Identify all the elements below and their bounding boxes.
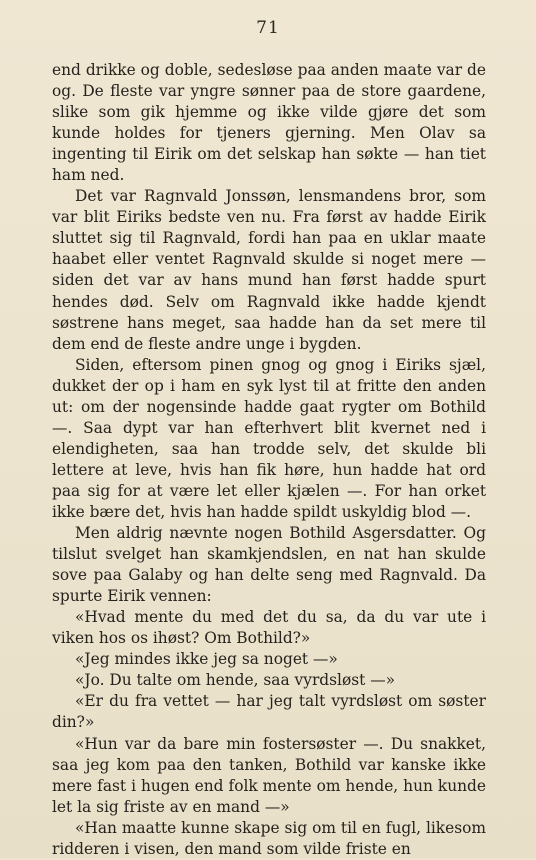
paragraph-10: «Han maatte kunne skape sig om til en fugl, likesom ridderen i visen, den mand som vilde friste en [52,818,486,858]
body-text [52,60,486,860]
paragraph-2: Det var Ragnvald Jonssøn, lensmandens bror, som var blit Eiriks bedste ven nu. Fra først av hadde Eirik sluttet sig til Ragnvald, fordi han paa en uklar maate haabet eller ventet Ragnvald skulde si noget mere — siden det var av hans mund han først hadde spurt hendes død. Selv om Ragnvald ikke hadde kjendt søstrene hans meget, saa hadde han da set mere til dem end de fleste andre unge i bygden. [52,187,486,353]
paragraph-7: «Jo. Du talte om hende, saa vyrdsløst —» [75,671,396,690]
paragraph-5: «Hvad mente du med det du sa, da du var ute i viken hos os ihøst? Om Bothild?» [52,608,486,648]
paragraph-6: «Jeg mindes ikke jeg sa noget —» [75,650,338,669]
paragraph-9: «Hun var da bare min fostersøster —. Du snakket, saa jeg kom paa den tanken, Bothild var kanske ikke mere fast i hugen end folk mente om hende, hun kunde let la sig friste av en mand —» [52,734,486,816]
paragraph-8: «Er du fra vettet — har jeg talt vyrdsløst om søster din?» [52,692,486,732]
paragraph-1: end drikke og doble, sedesløse paa anden maate var de og. De fleste var yngre sønner paa de store gaardene, slike som gik hjemme og ikke vilde gjøre det som kunde holdes for tjeners gjerning. Men Olav sa ingenting til Eirik om det selskap han søkte — han tiet ham ned. [52,61,486,185]
paragraph-4: Men aldrig nævnte nogen Bothild Asgersdatter. Og tilslut svelget han skamkjendslen, en nat han skulde sove paa Galaby og han delte seng med Ragnvald. Da spurte Eirik vennen: [52,524,486,606]
paragraph-3: Siden, eftersom pinen gnog og gnog i Eiriks sjæl, dukket der op i ham en syk lyst til at fritte den anden ut: om der nogensinde hadde gaat rygter om Bothild —. Saa dypt var han efterhvert blit kvernet ned i elendigheten, saa han trodde selv, det skulde bli lettere at leve, hvis han fik høre, hun hadde hat ord paa sig for at være let eller kjælen —. For han orket ikke bære det, hvis han hadde spildt uskyldig blod —. [52,355,486,521]
page-number: 71 [256,18,280,38]
